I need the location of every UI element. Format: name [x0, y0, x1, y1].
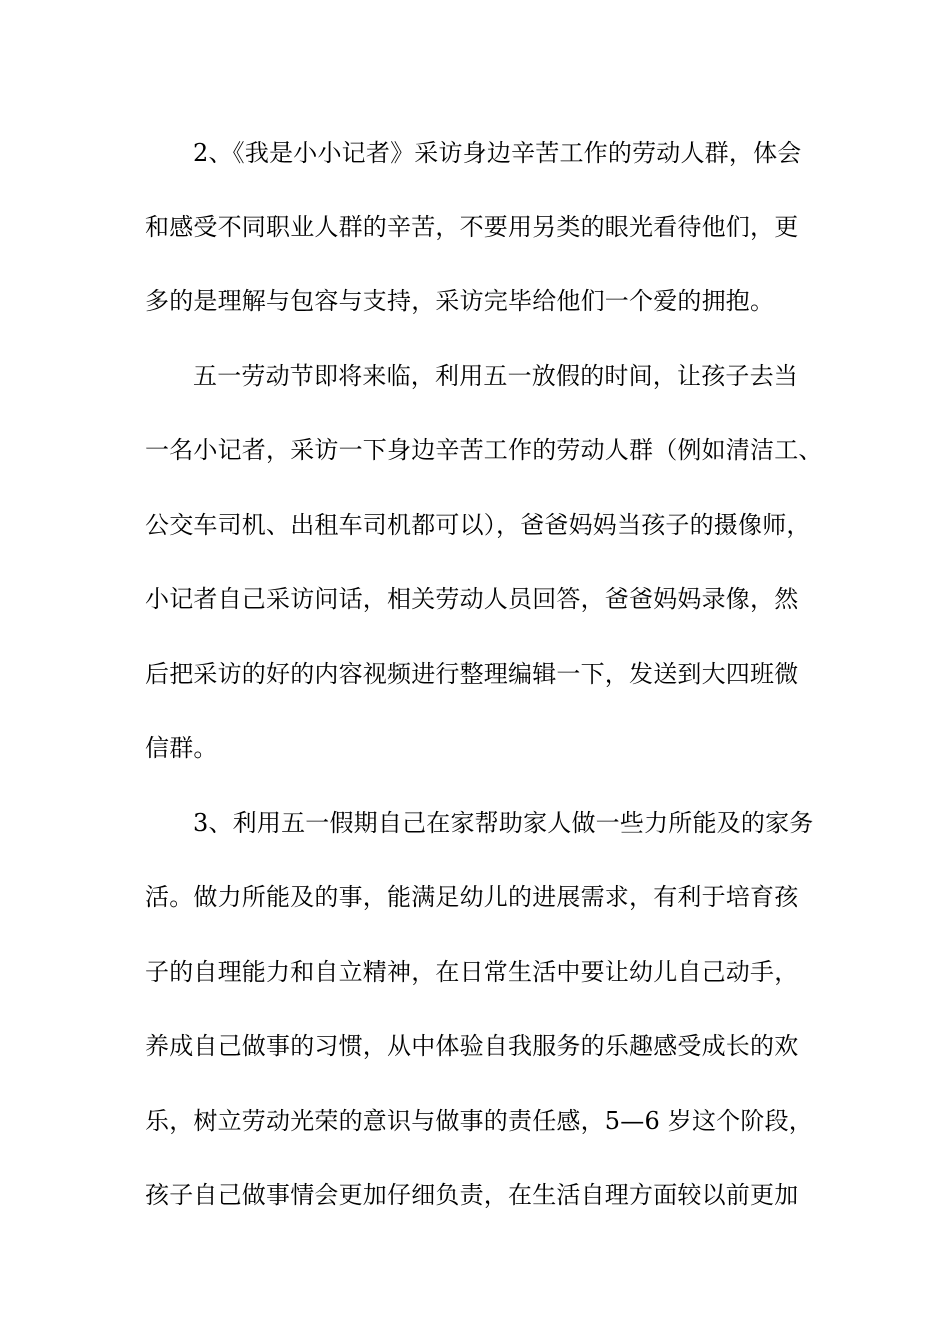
paragraph-may-day-line-1: 五一劳动节即将来临，利用五一放假的时间，让孩子去当	[193, 362, 798, 390]
paragraph-may-day-line-3: 公交车司机、出租车司机都可以），爸爸妈妈当孩子的摄像师，	[145, 511, 811, 539]
paragraph-may-day-line-6: 信群。	[145, 734, 218, 762]
paragraph-may-day-line-5: 后把采访的好的内容视频进行整理编辑一下，发送到大四班微	[145, 660, 799, 688]
paragraph-3-line-3: 子的自理能力和自立精神，在日常生活中要让幼儿自己动手，	[145, 958, 799, 986]
paragraph-3-line-5: 乐，树立劳动光荣的意识与做事的责任感，5—6 岁这个阶段，	[145, 1107, 813, 1135]
paragraph-may-day-line-2: 一名小记者，采访一下身边辛苦工作的劳动人群（例如清洁工、	[145, 436, 823, 464]
paragraph-3-line-2: 活。做力所能及的事，能满足幼儿的进展需求，有利于培育孩	[145, 883, 799, 911]
paragraph-3-line-6: 孩子自己做事情会更加仔细负责，在生活自理方面较以前更加	[145, 1181, 799, 1209]
paragraph-3-line-1: 3、利用五一假期自己在家帮助家人做一些力所能及的家务	[193, 809, 814, 837]
paragraph-may-day-line-4: 小记者自己采访问话，相关劳动人员回答，爸爸妈妈录像，然	[145, 585, 799, 613]
paragraph-2-line-3: 多的是理解与包容与支持，采访完毕给他们一个爱的拥抱。	[145, 287, 775, 315]
paragraph-2-line-2: 和感受不同职业人群的辛苦，不要用另类的眼光看待他们，更	[145, 213, 799, 241]
paragraph-3-line-4: 养成自己做事的习惯，从中体验自我服务的乐趣感受成长的欢	[145, 1032, 799, 1060]
paragraph-2-line-1: 2、《我是小小记者》采访身边辛苦工作的劳动人群，体会	[193, 139, 802, 167]
